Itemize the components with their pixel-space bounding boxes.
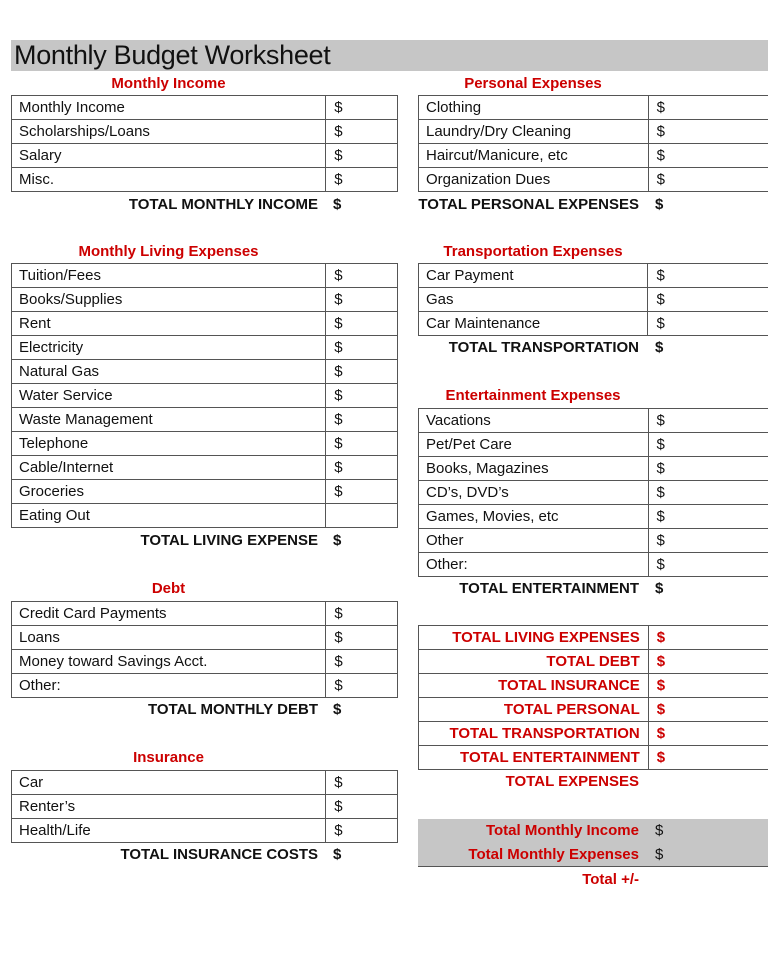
total-expenses-row — [418, 770, 768, 794]
table-row — [419, 626, 768, 650]
total-amount: $ — [655, 580, 664, 597]
amount-cell[interactable]: $ — [648, 481, 768, 505]
amount-cell[interactable]: $ — [326, 626, 398, 650]
row-label: Laundry/Dry Cleaning — [419, 120, 649, 144]
row-label: Books, Magazines — [419, 457, 649, 481]
total-label: TOTAL PERSONAL EXPENSES — [418, 196, 639, 213]
row-label: Eating Out — [12, 504, 326, 528]
section-title-monthly-income: Monthly Income — [111, 75, 226, 92]
insurance-table — [11, 770, 398, 843]
amount-cell[interactable]: $ — [326, 264, 398, 288]
table-row — [12, 336, 398, 360]
entertainment-expenses-table — [418, 408, 768, 577]
total-amount: $ — [655, 339, 664, 356]
amount-cell[interactable]: $ — [648, 433, 768, 457]
amount-cell[interactable]: $ — [648, 312, 768, 336]
table-row — [12, 120, 398, 144]
section-title-living-expenses: Monthly Living Expenses — [78, 243, 259, 260]
table-row — [12, 288, 398, 312]
summary-amount[interactable]: $ — [648, 722, 768, 746]
amount-cell[interactable]: $ — [326, 771, 398, 795]
amount-cell[interactable]: $ — [326, 795, 398, 819]
row-label: Waste Management — [12, 408, 326, 432]
table-row — [12, 626, 398, 650]
amount-cell[interactable]: $ — [326, 432, 398, 456]
table-row — [12, 384, 398, 408]
total-monthly-income-row — [11, 193, 398, 217]
amount-cell[interactable]: $ — [326, 456, 398, 480]
amount-cell[interactable]: $ — [326, 384, 398, 408]
table-row — [419, 144, 768, 168]
row-label: Health/Life — [12, 819, 326, 843]
row-label: Monthly Income — [12, 96, 326, 120]
table-row — [419, 529, 768, 553]
row-label: Other: — [419, 553, 649, 577]
table-row — [419, 457, 768, 481]
row-label: Money toward Savings Acct. — [12, 650, 326, 674]
amount-cell[interactable]: $ — [326, 480, 398, 504]
amount-cell[interactable]: $ — [648, 264, 768, 288]
row-label: Organization Dues — [419, 168, 649, 192]
table-row — [12, 795, 398, 819]
amount-cell[interactable]: $ — [326, 168, 398, 192]
net-total-row — [418, 868, 768, 892]
amount-cell[interactable]: $ — [326, 312, 398, 336]
row-label: Salary — [12, 144, 326, 168]
table-row — [12, 168, 398, 192]
total-monthly-expenses-label: Total Monthly Expenses — [468, 846, 639, 863]
table-row — [419, 553, 768, 577]
row-label: Other: — [12, 674, 326, 698]
table-row — [419, 168, 768, 192]
table-row — [419, 722, 768, 746]
total-monthly-income-amount[interactable]: $ — [655, 822, 664, 839]
page-title: Monthly Budget Worksheet — [14, 40, 331, 70]
row-label: Scholarships/Loans — [12, 120, 326, 144]
table-row — [12, 674, 398, 698]
total-amount: $ — [333, 196, 342, 213]
summary-label: TOTAL DEBT — [419, 650, 649, 674]
table-row — [12, 432, 398, 456]
amount-cell[interactable]: $ — [326, 674, 398, 698]
row-label: Car Payment — [419, 264, 648, 288]
summary-label: TOTAL INSURANCE — [419, 674, 649, 698]
table-row — [12, 312, 398, 336]
table-row — [12, 360, 398, 384]
total-monthly-expenses-line — [418, 843, 768, 867]
row-label: Telephone — [12, 432, 326, 456]
transportation-expenses-table — [418, 263, 768, 336]
section-title-debt: Debt — [151, 580, 186, 597]
table-row — [419, 650, 768, 674]
summary-label: TOTAL LIVING EXPENSES — [419, 626, 649, 650]
amount-cell[interactable]: $ — [648, 457, 768, 481]
table-row — [12, 650, 398, 674]
table-row — [419, 746, 768, 770]
amount-cell[interactable]: $ — [648, 288, 768, 312]
net-summary-box — [418, 819, 768, 867]
total-label: TOTAL TRANSPORTATION — [448, 339, 639, 356]
table-row — [419, 288, 768, 312]
summary-label: TOTAL PERSONAL — [419, 698, 649, 722]
row-label: Renter’s — [12, 795, 326, 819]
table-row — [419, 96, 768, 120]
summary-amount[interactable]: $ — [648, 674, 768, 698]
section-title-personal-expenses: Personal Expenses — [464, 75, 602, 92]
living-expenses-table — [11, 263, 398, 528]
row-label: Cable/Internet — [12, 456, 326, 480]
amount-cell[interactable]: $ — [326, 144, 398, 168]
row-label: Books/Supplies — [12, 288, 326, 312]
section-title-entertainment-expenses: Entertainment Expenses — [445, 387, 621, 404]
total-entertainment-row — [418, 577, 768, 601]
table-row — [12, 602, 398, 626]
row-label: Haircut/Manicure, etc — [419, 144, 649, 168]
amount-cell[interactable] — [326, 504, 398, 528]
table-row — [419, 120, 768, 144]
total-label: TOTAL MONTHLY DEBT — [147, 701, 318, 718]
amount-cell[interactable]: $ — [326, 96, 398, 120]
summary-label: TOTAL ENTERTAINMENT — [419, 746, 649, 770]
row-label: Loans — [12, 626, 326, 650]
amount-cell[interactable]: $ — [326, 120, 398, 144]
summary-amount[interactable]: $ — [648, 650, 768, 674]
row-label: Water Service — [12, 384, 326, 408]
section-title-transportation-expenses: Transportation Expenses — [443, 243, 623, 260]
table-row — [419, 698, 768, 722]
row-label: Gas — [419, 288, 648, 312]
table-row — [12, 408, 398, 432]
row-label: Rent — [12, 312, 326, 336]
table-row — [419, 433, 768, 457]
summary-totals-table — [418, 625, 768, 770]
total-label: TOTAL LIVING EXPENSE — [140, 532, 318, 549]
row-label: Clothing — [419, 96, 649, 120]
table-row — [12, 480, 398, 504]
section-title-insurance: Insurance — [133, 749, 204, 766]
total-amount: $ — [333, 701, 342, 718]
total-expenses-label: TOTAL EXPENSES — [505, 773, 639, 790]
table-row — [419, 505, 768, 529]
total-monthly-expenses-amount[interactable]: $ — [655, 846, 664, 863]
amount-cell[interactable]: $ — [326, 602, 398, 626]
total-amount: $ — [333, 532, 342, 549]
table-row — [419, 409, 768, 433]
table-row — [12, 771, 398, 795]
amount-cell[interactable]: $ — [326, 336, 398, 360]
table-row — [12, 819, 398, 843]
row-label: Misc. — [12, 168, 326, 192]
row-label: Electricity — [12, 336, 326, 360]
amount-cell[interactable]: $ — [326, 408, 398, 432]
amount-cell[interactable]: $ — [648, 409, 768, 433]
amount-cell[interactable]: $ — [648, 96, 768, 120]
total-amount: $ — [333, 846, 342, 863]
amount-cell[interactable]: $ — [648, 168, 768, 192]
amount-cell[interactable]: $ — [326, 288, 398, 312]
personal-expenses-table — [418, 95, 768, 192]
net-total-label: Total +/- — [582, 871, 639, 888]
total-monthly-income-label: Total Monthly Income — [485, 822, 639, 839]
table-row — [12, 96, 398, 120]
row-label: Other — [419, 529, 649, 553]
table-row — [12, 504, 398, 528]
total-label: TOTAL INSURANCE COSTS — [120, 846, 318, 863]
total-amount: $ — [655, 196, 664, 213]
amount-cell[interactable]: $ — [648, 529, 768, 553]
title-bar — [11, 40, 768, 71]
row-label: Games, Movies, etc — [419, 505, 649, 529]
row-label: Vacations — [419, 409, 649, 433]
table-row — [419, 312, 768, 336]
total-label: TOTAL ENTERTAINMENT — [459, 580, 639, 597]
row-label: Car — [12, 771, 326, 795]
amount-cell[interactable]: $ — [648, 505, 768, 529]
table-row — [419, 481, 768, 505]
total-label: TOTAL MONTHLY INCOME — [128, 196, 318, 213]
debt-table — [11, 601, 398, 698]
summary-amount[interactable]: $ — [648, 746, 768, 770]
row-label: Car Maintenance — [419, 312, 648, 336]
row-label: Tuition/Fees — [12, 264, 326, 288]
total-insurance-costs-row — [11, 843, 398, 867]
table-row — [12, 456, 398, 480]
row-label: Credit Card Payments — [12, 602, 326, 626]
row-label: Pet/Pet Care — [419, 433, 649, 457]
amount-cell[interactable]: $ — [648, 120, 768, 144]
total-monthly-income-line — [418, 819, 768, 843]
summary-amount[interactable]: $ — [648, 698, 768, 722]
total-transportation-row — [418, 336, 768, 360]
table-row — [419, 264, 768, 288]
amount-cell[interactable]: $ — [326, 360, 398, 384]
total-monthly-debt-row — [11, 698, 398, 722]
table-row — [12, 144, 398, 168]
total-personal-expenses-row — [418, 193, 768, 217]
amount-cell[interactable]: $ — [326, 650, 398, 674]
table-row — [12, 264, 398, 288]
amount-cell[interactable]: $ — [326, 819, 398, 843]
row-label: Natural Gas — [12, 360, 326, 384]
monthly-income-table — [11, 95, 398, 192]
row-label: Groceries — [12, 480, 326, 504]
row-label: CD’s, DVD’s — [419, 481, 649, 505]
total-living-expense-row — [11, 529, 398, 553]
amount-cell[interactable]: $ — [648, 553, 768, 577]
summary-amount[interactable]: $ — [648, 626, 768, 650]
table-row — [419, 674, 768, 698]
amount-cell[interactable]: $ — [648, 144, 768, 168]
summary-label: TOTAL TRANSPORTATION — [419, 722, 649, 746]
